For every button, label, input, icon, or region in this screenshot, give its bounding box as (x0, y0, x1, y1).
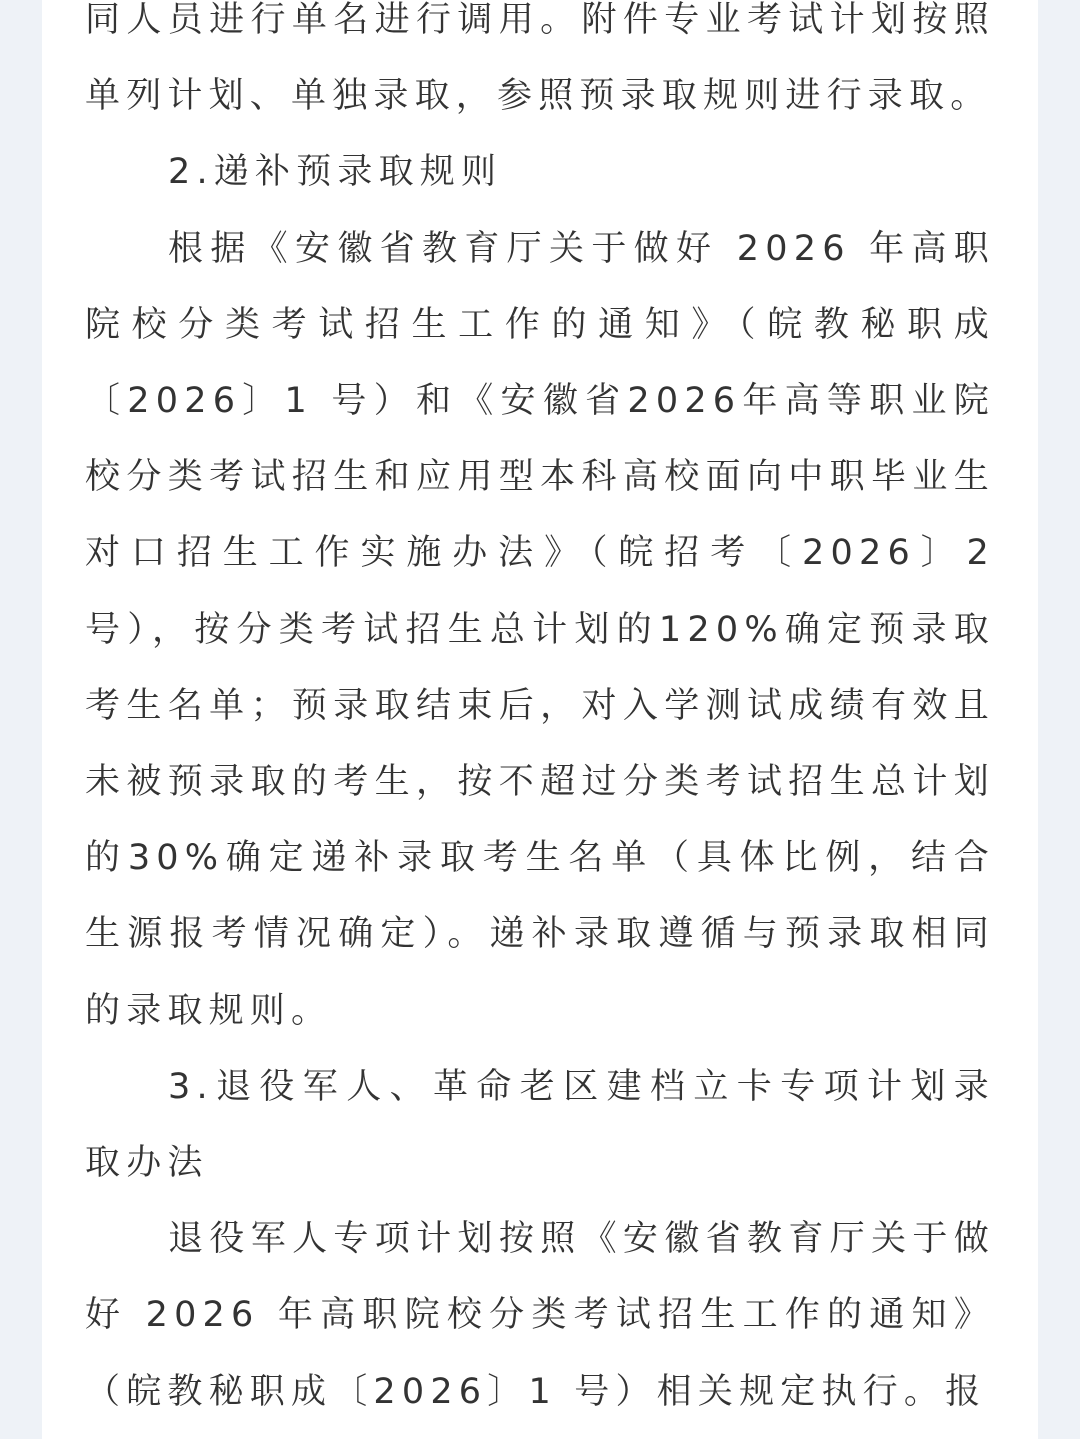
paragraph-previous: 同人员进行单名进行调用。附件专业考试计划按照单列计划、单独录取，参照预录取规则进行录取。 (85, 0, 995, 117)
article-body (85, 0, 995, 1430)
document-page (42, 0, 1038, 1439)
paragraph-veterans-special-plan: 退役军人专项计划按照《安徽省教育厅关于做好 2026 年高职院校分类考试招生工作的通知》（皖教秘职成〔2026〕1 号）相关规定执行。报 (85, 1219, 995, 1412)
heading-supplementary-admission-rules: 2.递补预录取规则 (168, 152, 503, 193)
heading-special-plan-admission: 3.退役军人、革命老区建档立卡专项计划录取办法 (85, 1066, 995, 1184)
paragraph-supplementary-admission-rules: 根据《安徽省教育厅关于做好 2026 年高职院校分类考试招生工作的通知》（皖教秘职成〔2026〕1 号）和《安徽省2026年高等职业院校分类考试招生和应用型本科高校面向中职毕业生对口招生工作实施办法》（皖招考〔2026〕2 号），按分类考试招生总计划的120%确定预录取考生名单；预录取结束后，对入学测试成绩有效且未被预录取的考生，按不超过分类考试招生总计划的30%确定递补录取考生名单（具体比例，结合生源报考情况确定）。递补录取遵循与预录取相同的录取规则。 (85, 228, 995, 1031)
